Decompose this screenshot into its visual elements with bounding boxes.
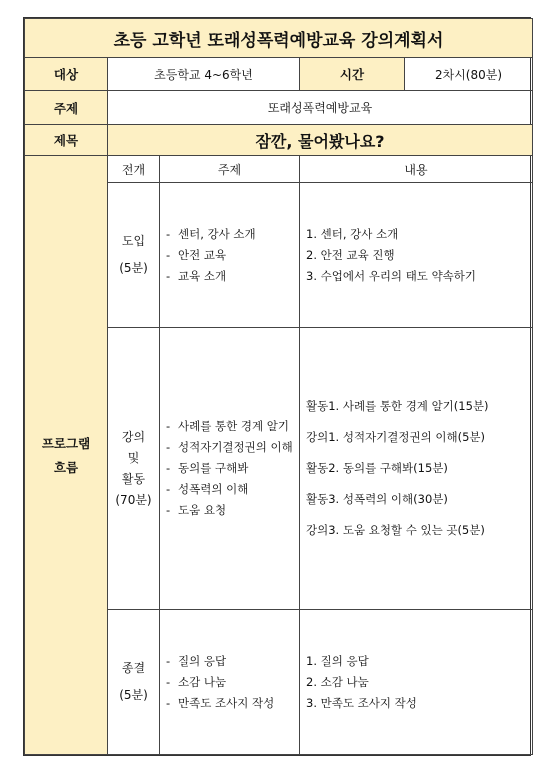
list-item: 3. 수업에서 우리의 태도 약속하기 — [306, 268, 477, 283]
intro-phase-duration: (5분) — [119, 261, 148, 275]
list-item: 1. 질의 응답 — [306, 653, 369, 668]
list-item: - 소감 나눔 — [166, 672, 299, 693]
time-value: 2차시(80분) — [405, 58, 533, 91]
list-item: - 동의를 구해봐 — [166, 458, 299, 479]
list-item: 2. 안전 교육 진행 — [306, 247, 395, 262]
main-phase-name-3: 활동 — [121, 471, 146, 486]
subject-value: 잠깐, 물어봤나요? — [108, 125, 533, 156]
list-item: 활동1. 사례를 통한 경계 알기(15분) — [306, 399, 489, 413]
intro-phase — [108, 183, 160, 328]
intro-phase-name: 도입 — [121, 234, 146, 248]
main-phase-duration: (70분) — [115, 492, 152, 507]
list-item: 강의1. 성적자기결정권의 이해(5분) — [306, 430, 485, 444]
closing-phase-name: 종결 — [121, 661, 146, 675]
main-contents — [300, 328, 533, 610]
topic-label: 주제 — [25, 91, 108, 125]
closing-phase — [108, 610, 160, 755]
theme-header: 주제 — [160, 156, 300, 183]
list-item: - 질의 응답 — [166, 651, 299, 672]
list-item: - 안전 교육 — [166, 245, 299, 266]
list-item: 1. 센터, 강사 소개 — [306, 226, 399, 241]
phase-header: 전개 — [108, 156, 160, 183]
list-item: 강의3. 도움 요청할 수 있는 곳(5분) — [306, 523, 485, 537]
time-label: 시간 — [300, 58, 405, 91]
intro-contents — [300, 183, 533, 328]
list-item: 활동3. 성폭력의 이해(30분) — [306, 492, 448, 506]
list-item: - 교육 소개 — [166, 266, 299, 287]
list-item: - 만족도 조사지 작성 — [166, 693, 299, 714]
list-item: - 성적자기결정권의 이해 — [166, 437, 299, 458]
subject-label: 제목 — [25, 125, 108, 156]
closing-themes — [160, 610, 300, 755]
page-title: 초등 고학년 또래성폭력예방교육 강의계획서 — [25, 19, 533, 58]
list-item: 3. 만족도 조사지 작성 — [306, 695, 417, 710]
program-flow-label-line1: 프로그램 — [41, 436, 91, 451]
main-phase — [108, 328, 160, 610]
main-phase-name-2: 및 — [127, 450, 140, 465]
list-item: - 센터, 강사 소개 — [166, 224, 299, 245]
list-item: - 도움 요청 — [166, 500, 299, 521]
intro-themes — [160, 183, 300, 328]
content-header: 내용 — [300, 156, 533, 183]
closing-phase-duration: (5분) — [119, 688, 148, 702]
topic-value: 또래성폭력예방교육 — [108, 91, 533, 125]
closing-contents — [300, 610, 533, 755]
list-item: 2. 소감 나눔 — [306, 674, 369, 689]
list-item: - 성폭력의 이해 — [166, 479, 299, 500]
program-flow-label — [25, 156, 108, 755]
main-phase-name-1: 강의 — [121, 429, 146, 444]
main-themes — [160, 328, 300, 610]
target-value: 초등학교 4~6학년 — [108, 58, 300, 91]
lesson-plan-table — [24, 18, 533, 755]
list-item: 활동2. 동의를 구해봐(15분) — [306, 461, 448, 475]
program-flow-label-line2: 흐름 — [53, 460, 79, 475]
list-item: - 사례를 통한 경계 알기 — [166, 416, 299, 437]
lesson-plan-sheet — [23, 17, 531, 756]
target-label: 대상 — [25, 58, 108, 91]
